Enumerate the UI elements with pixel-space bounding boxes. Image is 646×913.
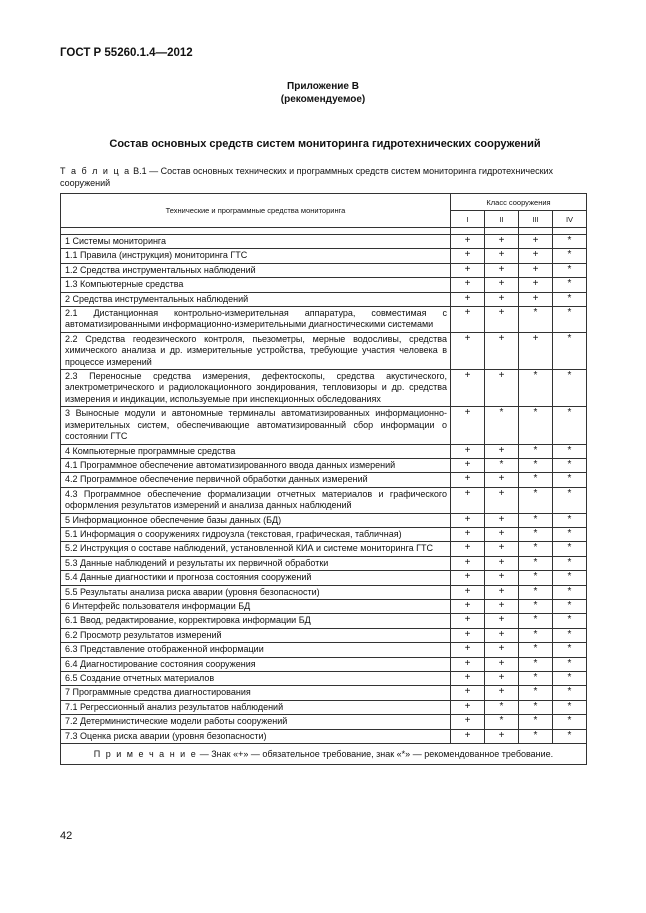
row-mark-class-1: +	[451, 332, 485, 369]
row-mark-class-3: *	[519, 487, 553, 513]
table-caption-text: — Состав основных технических и программных средств систем мониторинга гидротехнических сооружений	[60, 166, 554, 188]
row-mark-class-1: +	[451, 444, 485, 458]
row-mark-class-2: +	[485, 542, 519, 556]
row-name: 1.3 Компьютерные средства	[61, 278, 451, 292]
row-mark-class-1: +	[451, 556, 485, 570]
table-row	[61, 407, 587, 444]
row-mark-class-2: +	[485, 513, 519, 527]
note-text: — Знак «+» — обязательное требование, знак «*» — рекомендованное требование.	[199, 749, 554, 760]
table-row	[61, 715, 587, 729]
table-row	[61, 263, 587, 277]
row-mark-class-3: *	[519, 473, 553, 487]
row-mark-class-4: *	[553, 585, 587, 599]
row-mark-class-4: *	[553, 407, 587, 444]
row-mark-class-1: +	[451, 628, 485, 642]
row-mark-class-2: +	[485, 657, 519, 671]
row-name: 4.3 Программное обеспечение формализации отчетных материалов и графического оформления результатов измерений и анализа данных наблюдений	[61, 487, 451, 513]
table-row	[61, 249, 587, 263]
table-row	[61, 585, 587, 599]
row-mark-class-1: +	[451, 263, 485, 277]
row-mark-class-1: +	[451, 643, 485, 657]
table-row	[61, 292, 587, 306]
row-mark-class-4: *	[553, 487, 587, 513]
row-mark-class-1: +	[451, 307, 485, 333]
row-mark-class-1: +	[451, 370, 485, 407]
table-spacer-row	[61, 228, 587, 235]
row-mark-class-1: +	[451, 700, 485, 714]
row-mark-class-1: +	[451, 729, 485, 743]
row-name: 6.2 Просмотр результатов измерений	[61, 628, 451, 642]
row-name: 7.2 Детерминистические модели работы сооружений	[61, 715, 451, 729]
row-mark-class-4: *	[553, 473, 587, 487]
row-mark-class-4: *	[553, 444, 587, 458]
spacer-cell	[519, 228, 553, 235]
row-mark-class-4: *	[553, 628, 587, 642]
row-mark-class-3: +	[519, 278, 553, 292]
row-name: 5.5 Результаты анализа риска аварии (уровня безопасности)	[61, 585, 451, 599]
row-name: 2.3 Переносные средства измерения, дефектоскопы, средства акустического, электрометрического и радиолокационного зондирования, тепловизоры и др. средства измерения и индикации, используемые при инспекционных обследованиях	[61, 370, 451, 407]
table-row	[61, 332, 587, 369]
table-row	[61, 614, 587, 628]
row-mark-class-1: +	[451, 473, 485, 487]
row-mark-class-3: *	[519, 571, 553, 585]
header-class-4: IV	[553, 211, 587, 228]
row-mark-class-1: +	[451, 278, 485, 292]
row-name: 1.2 Средства инструментальных наблюдений	[61, 263, 451, 277]
row-mark-class-3: *	[519, 513, 553, 527]
row-mark-class-3: *	[519, 686, 553, 700]
row-name: 5.3 Данные наблюдений и результаты их первичной обработки	[61, 556, 451, 570]
table-row	[61, 458, 587, 472]
table-caption	[60, 166, 590, 189]
row-name: 2.2 Средства геодезического контроля, пьезометры, мерные водосливы, средства химического анализа и др. измерительные устройства, требующие участия человека в процессе измерений	[61, 332, 451, 369]
row-mark-class-2: *	[485, 700, 519, 714]
table-row	[61, 487, 587, 513]
row-mark-class-4: *	[553, 686, 587, 700]
row-mark-class-1: +	[451, 657, 485, 671]
row-mark-class-3: *	[519, 370, 553, 407]
row-mark-class-1: +	[451, 235, 485, 249]
row-mark-class-3: *	[519, 657, 553, 671]
table-row	[61, 729, 587, 743]
standard-designation: ГОСТ Р 55260.1.4—2012	[60, 47, 193, 59]
row-mark-class-1: +	[451, 686, 485, 700]
row-mark-class-3: *	[519, 599, 553, 613]
row-mark-class-2: +	[485, 585, 519, 599]
row-mark-class-1: +	[451, 527, 485, 541]
page-number: 42	[60, 830, 73, 842]
row-mark-class-4: *	[553, 700, 587, 714]
row-mark-class-1: +	[451, 715, 485, 729]
row-mark-class-4: *	[553, 458, 587, 472]
row-mark-class-1: +	[451, 614, 485, 628]
table-row	[61, 527, 587, 541]
row-name: 6.3 Представление отображенной информации	[61, 643, 451, 657]
spacer-cell	[485, 228, 519, 235]
table-caption-label: Т а б л и ц а	[60, 166, 131, 176]
row-mark-class-3: *	[519, 715, 553, 729]
note-label: П р и м е ч а н и е	[93, 749, 198, 760]
appendix-title: Приложение В	[287, 81, 359, 92]
row-mark-class-4: *	[553, 370, 587, 407]
row-mark-class-4: *	[553, 332, 587, 369]
row-mark-class-2: +	[485, 686, 519, 700]
row-name: 6 Интерфейс пользователя информации БД	[61, 599, 451, 613]
table-note	[61, 744, 587, 765]
row-mark-class-2: *	[485, 458, 519, 472]
row-mark-class-1: +	[451, 513, 485, 527]
row-mark-class-2: +	[485, 307, 519, 333]
table-row	[61, 444, 587, 458]
row-mark-class-3: *	[519, 585, 553, 599]
row-name: 3 Выносные модули и автономные терминалы автоматизированных информационно-измерительных систем, обеспечивающие автоматизированный сбор информации о состоянии ГТС	[61, 407, 451, 444]
row-mark-class-3: *	[519, 700, 553, 714]
row-mark-class-2: *	[485, 715, 519, 729]
row-mark-class-3: *	[519, 556, 553, 570]
row-mark-class-2: *	[485, 407, 519, 444]
row-mark-class-1: +	[451, 542, 485, 556]
table-row	[61, 542, 587, 556]
row-name: 5.4 Данные диагностики и прогноза состояния сооружений	[61, 571, 451, 585]
row-mark-class-2: +	[485, 643, 519, 657]
row-mark-class-3: *	[519, 614, 553, 628]
row-mark-class-2: +	[485, 332, 519, 369]
table-row	[61, 571, 587, 585]
row-name: 1.1 Правила (инструкция) мониторинга ГТС	[61, 249, 451, 263]
row-mark-class-1: +	[451, 599, 485, 613]
row-mark-class-3: *	[519, 672, 553, 686]
row-mark-class-2: +	[485, 487, 519, 513]
spacer-cell	[451, 228, 485, 235]
table-row	[61, 643, 587, 657]
table-row	[61, 599, 587, 613]
row-name: 1 Системы мониторинга	[61, 235, 451, 249]
row-mark-class-2: +	[485, 571, 519, 585]
row-mark-class-3: +	[519, 235, 553, 249]
row-name: 7.1 Регрессионный анализ результатов наблюдений	[61, 700, 451, 714]
table-body	[61, 228, 587, 765]
table-row	[61, 370, 587, 407]
row-mark-class-1: +	[451, 458, 485, 472]
table-row	[61, 556, 587, 570]
row-mark-class-4: *	[553, 614, 587, 628]
row-mark-class-2: +	[485, 249, 519, 263]
row-name: 4.1 Программное обеспечение автоматизированного ввода данных измерений	[61, 458, 451, 472]
row-mark-class-3: *	[519, 458, 553, 472]
row-mark-class-3: *	[519, 542, 553, 556]
row-mark-class-3: +	[519, 292, 553, 306]
row-mark-class-4: *	[553, 542, 587, 556]
row-mark-class-4: *	[553, 599, 587, 613]
row-mark-class-3: *	[519, 527, 553, 541]
row-name: 2 Средства инструментальных наблюдений	[61, 292, 451, 306]
table-row	[61, 278, 587, 292]
row-mark-class-2: +	[485, 444, 519, 458]
row-mark-class-1: +	[451, 672, 485, 686]
header-class-2: II	[485, 211, 519, 228]
row-mark-class-2: +	[485, 527, 519, 541]
appendix-subtitle: (рекомендуемое)	[280, 94, 366, 105]
row-mark-class-2: +	[485, 556, 519, 570]
table-row	[61, 700, 587, 714]
row-mark-class-2: +	[485, 599, 519, 613]
row-mark-class-4: *	[553, 235, 587, 249]
row-name: 4 Компьютерные программные средства	[61, 444, 451, 458]
row-mark-class-2: +	[485, 672, 519, 686]
row-mark-class-4: *	[553, 672, 587, 686]
row-mark-class-4: *	[553, 715, 587, 729]
row-mark-class-2: +	[485, 614, 519, 628]
table-row	[61, 672, 587, 686]
row-mark-class-3: *	[519, 307, 553, 333]
row-mark-class-1: +	[451, 249, 485, 263]
row-mark-class-3: +	[519, 249, 553, 263]
row-mark-class-4: *	[553, 278, 587, 292]
row-mark-class-2: +	[485, 278, 519, 292]
spacer-cell	[553, 228, 587, 235]
row-mark-class-1: +	[451, 407, 485, 444]
row-mark-class-4: *	[553, 571, 587, 585]
row-mark-class-3: +	[519, 332, 553, 369]
row-mark-class-4: *	[553, 729, 587, 743]
table-row	[61, 628, 587, 642]
row-mark-class-4: *	[553, 527, 587, 541]
row-mark-class-2: +	[485, 235, 519, 249]
section-title: Состав основных средств систем мониторинга гидротехнических сооружений	[109, 138, 541, 150]
table-row	[61, 307, 587, 333]
row-mark-class-3: *	[519, 628, 553, 642]
row-name: 6.4 Диагностирование состояния сооружения	[61, 657, 451, 671]
row-mark-class-4: *	[553, 513, 587, 527]
row-mark-class-2: +	[485, 473, 519, 487]
row-name: 7 Программные средства диагностирования	[61, 686, 451, 700]
row-name: 2.1 Дистанционная контрольно-измерительная аппаратура, совместимая с автоматизированными информационно-измерительными диагностическими системами	[61, 307, 451, 333]
row-name: 7.3 Оценка риска аварии (уровня безопасности)	[61, 729, 451, 743]
row-mark-class-4: *	[553, 249, 587, 263]
appendix-heading	[0, 80, 646, 106]
row-mark-class-3: *	[519, 407, 553, 444]
table-row	[61, 513, 587, 527]
row-mark-class-3: *	[519, 444, 553, 458]
row-name: 6.5 Создание отчетных материалов	[61, 672, 451, 686]
row-mark-class-2: +	[485, 729, 519, 743]
row-mark-class-4: *	[553, 556, 587, 570]
row-name: 6.1 Ввод, редактирование, корректировка информации БД	[61, 614, 451, 628]
row-mark-class-4: *	[553, 307, 587, 333]
requirements-table	[60, 193, 587, 765]
row-name: 5.2 Инструкция о составе наблюдений, установленной КИА и системе мониторинга ГТС	[61, 542, 451, 556]
row-mark-class-4: *	[553, 292, 587, 306]
header-means: Технические и программные средства мониторинга	[61, 194, 451, 228]
header-class-group: Класс сооружения	[451, 194, 587, 211]
row-name: 5 Информационное обеспечение базы данных (БД)	[61, 513, 451, 527]
header-class-1: I	[451, 211, 485, 228]
row-mark-class-1: +	[451, 571, 485, 585]
spacer-cell	[61, 228, 451, 235]
table-row	[61, 235, 587, 249]
row-mark-class-3: +	[519, 263, 553, 277]
row-mark-class-2: +	[485, 263, 519, 277]
header-class-3: III	[519, 211, 553, 228]
table-row	[61, 686, 587, 700]
row-name: 5.1 Информация о сооружениях гидроузла (текстовая, графическая, табличная)	[61, 527, 451, 541]
table-row	[61, 473, 587, 487]
row-mark-class-4: *	[553, 657, 587, 671]
row-mark-class-4: *	[553, 263, 587, 277]
row-mark-class-3: *	[519, 643, 553, 657]
row-mark-class-2: +	[485, 370, 519, 407]
row-mark-class-3: *	[519, 729, 553, 743]
row-mark-class-2: +	[485, 628, 519, 642]
table-note-row	[61, 744, 587, 765]
row-mark-class-1: +	[451, 292, 485, 306]
row-mark-class-4: *	[553, 643, 587, 657]
table-row	[61, 657, 587, 671]
row-name: 4.2 Программное обеспечение первичной обработки данных измерений	[61, 473, 451, 487]
table-caption-number: В.1	[133, 166, 147, 176]
row-mark-class-1: +	[451, 585, 485, 599]
row-mark-class-1: +	[451, 487, 485, 513]
row-mark-class-2: +	[485, 292, 519, 306]
